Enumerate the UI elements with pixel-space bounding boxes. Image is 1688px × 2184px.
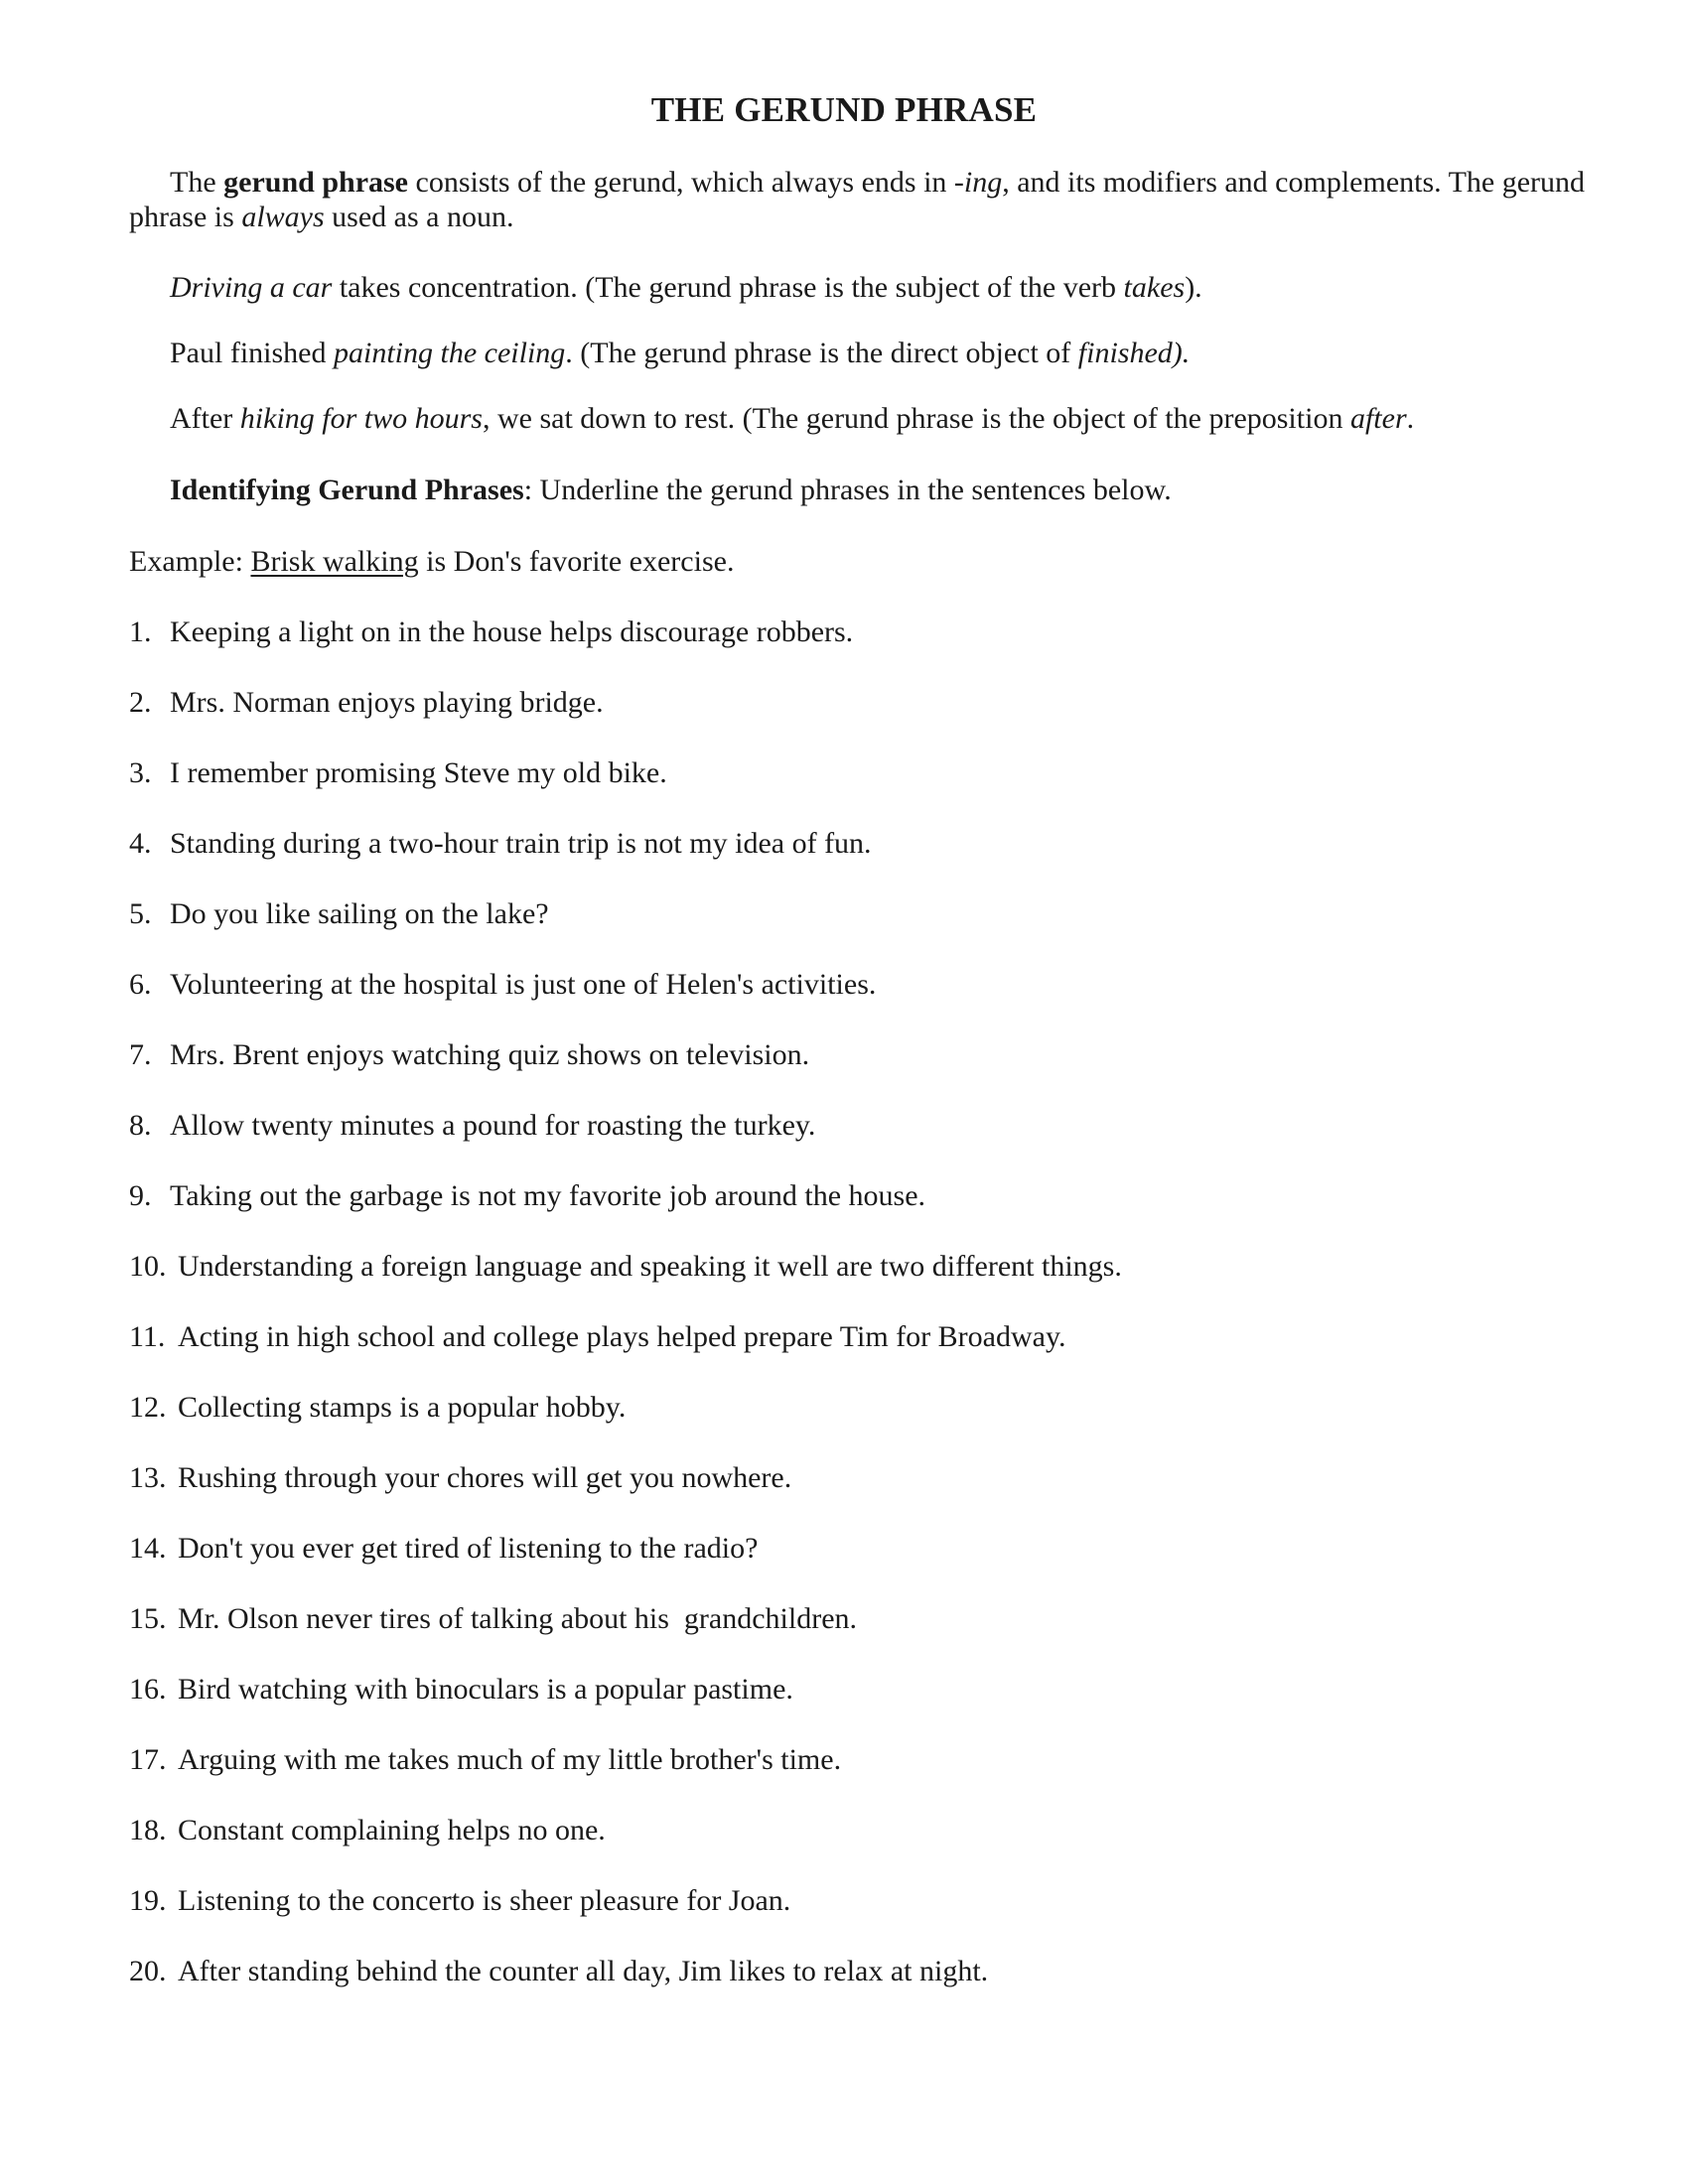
gerund-phrase: painting the ceiling [334, 337, 566, 369]
exercise-item-3 [129, 755, 667, 791]
verb: finished). [1077, 337, 1191, 369]
item-sentence: I remember promising Steve my old bike. [170, 756, 667, 789]
item-number: 3. [129, 756, 152, 789]
item-sentence: Volunteering at the hospital is just one of Helen's activities. [170, 968, 877, 1001]
exercise-item-14 [129, 1531, 758, 1567]
gerund-phrase: Driving a car [170, 271, 333, 304]
explanation: . (The gerund phrase is the direct object of [565, 337, 1078, 369]
item-number: 11. [129, 1320, 166, 1353]
exercise-item-20 [129, 1954, 988, 1989]
explanation: ). [1185, 271, 1202, 304]
instructions-text: : Underline the gerund phrases in the sentences below. [523, 474, 1172, 506]
item-number: 5. [129, 897, 152, 930]
exercise-item-19 [129, 1883, 790, 1919]
example-text: is Don's favorite exercise. [418, 545, 735, 578]
intro-paragraph [129, 165, 1589, 234]
item-number: 10. [129, 1250, 167, 1283]
item-number: 4. [129, 827, 152, 860]
example-label: Example: [129, 545, 251, 578]
exercise-item-18 [129, 1813, 606, 1848]
sentence-text: After [170, 402, 240, 435]
item-sentence: Collecting stamps is a popular hobby. [178, 1391, 627, 1424]
item-number: 13. [129, 1461, 167, 1494]
worked-example [129, 544, 734, 580]
item-sentence: After standing behind the counter all day, Jim likes to relax at night. [178, 1955, 989, 1987]
emphasis-always: always [241, 201, 325, 233]
item-sentence: Keeping a light on in the house helps discourage robbers. [170, 615, 854, 648]
item-sentence: Listening to the concerto is sheer pleasure for Joan. [178, 1884, 791, 1917]
suffix-ing: -ing [953, 166, 1003, 199]
sentence-text: Paul finished [170, 337, 334, 369]
item-sentence: Do you like sailing on the lake? [170, 897, 549, 930]
item-number: 17. [129, 1743, 167, 1776]
verb: takes [1123, 271, 1186, 304]
example-sentence-3 [170, 401, 1414, 437]
item-sentence: Allow twenty minutes a pound for roasting the turkey. [170, 1109, 816, 1142]
item-sentence: Constant complaining helps no one. [178, 1814, 606, 1846]
exercise-item-13 [129, 1460, 791, 1496]
item-number: 18. [129, 1814, 167, 1846]
item-number: 6. [129, 968, 152, 1001]
item-sentence: Standing during a two-hour train trip is not my idea of fun. [170, 827, 872, 860]
exercise-item-6 [129, 967, 876, 1003]
item-number: 15. [129, 1602, 167, 1635]
item-sentence: Rushing through your chores will get you nowhere. [178, 1461, 792, 1494]
item-sentence: Mrs. Brent enjoys watching quiz shows on television. [170, 1038, 810, 1071]
exercise-item-5 [129, 896, 549, 932]
item-number: 7. [129, 1038, 152, 1071]
underlined-gerund-phrase: Brisk walking [250, 545, 419, 578]
item-number: 16. [129, 1673, 167, 1706]
gerund-phrase: hiking for two hours [239, 402, 483, 435]
example-sentence-2 [170, 336, 1190, 371]
item-number: 8. [129, 1109, 152, 1142]
item-number: 12. [129, 1391, 167, 1424]
item-sentence: Acting in high school and college plays helped prepare Tim for Broadway. [178, 1320, 1066, 1353]
preposition: after [1349, 402, 1407, 435]
item-sentence: Understanding a foreign language and speaking it well are two different things. [178, 1250, 1122, 1283]
item-sentence: Taking out the garbage is not my favorite job around the house. [170, 1179, 926, 1212]
intro-text: The [170, 166, 224, 199]
item-number: 19. [129, 1884, 167, 1917]
item-number: 20. [129, 1955, 167, 1987]
exercise-item-16 [129, 1672, 793, 1707]
item-sentence: Don't you ever get tired of listening to the radio? [178, 1532, 759, 1565]
exercise-item-10 [129, 1249, 1122, 1285]
exercise-item-4 [129, 826, 872, 862]
intro-text: used as a noun. [324, 201, 514, 233]
instructions-heading: Identifying Gerund Phrases [170, 474, 524, 506]
term-gerund-phrase: gerund phrase [223, 166, 408, 199]
exercise-item-2 [129, 685, 604, 721]
exercise-item-12 [129, 1390, 626, 1426]
page-title: THE GERUND PHRASE [650, 90, 1038, 129]
example-sentence-1 [170, 270, 1202, 306]
exercise-item-7 [129, 1037, 809, 1073]
item-number: 9. [129, 1179, 152, 1212]
explanation: . [1406, 402, 1415, 435]
exercise-item-8 [129, 1108, 815, 1144]
explanation: takes concentration. (The gerund phrase is the subject of the verb [332, 271, 1124, 304]
item-sentence: Arguing with me takes much of my little brother's time. [178, 1743, 842, 1776]
item-sentence: Mrs. Norman enjoys playing bridge. [170, 686, 604, 719]
exercise-item-17 [129, 1742, 841, 1778]
item-number: 2. [129, 686, 152, 719]
exercise-item-11 [129, 1319, 1066, 1355]
item-number: 1. [129, 615, 152, 648]
instructions [170, 473, 1172, 508]
explanation: , we sat down to rest. (The gerund phrase is the object of the preposition [483, 402, 1350, 435]
exercise-item-1 [129, 614, 853, 650]
intro-text: consists of the gerund, which always ends in [408, 166, 954, 199]
exercise-item-15 [129, 1601, 857, 1637]
item-number: 14. [129, 1532, 167, 1565]
item-sentence: Mr. Olson never tires of talking about his grandchildren. [178, 1602, 858, 1635]
intro-text: , and its modifiers and complements. The gerund phrase is [129, 166, 1586, 233]
exercise-item-9 [129, 1178, 925, 1214]
item-sentence: Bird watching with binoculars is a popular pastime. [178, 1673, 793, 1706]
